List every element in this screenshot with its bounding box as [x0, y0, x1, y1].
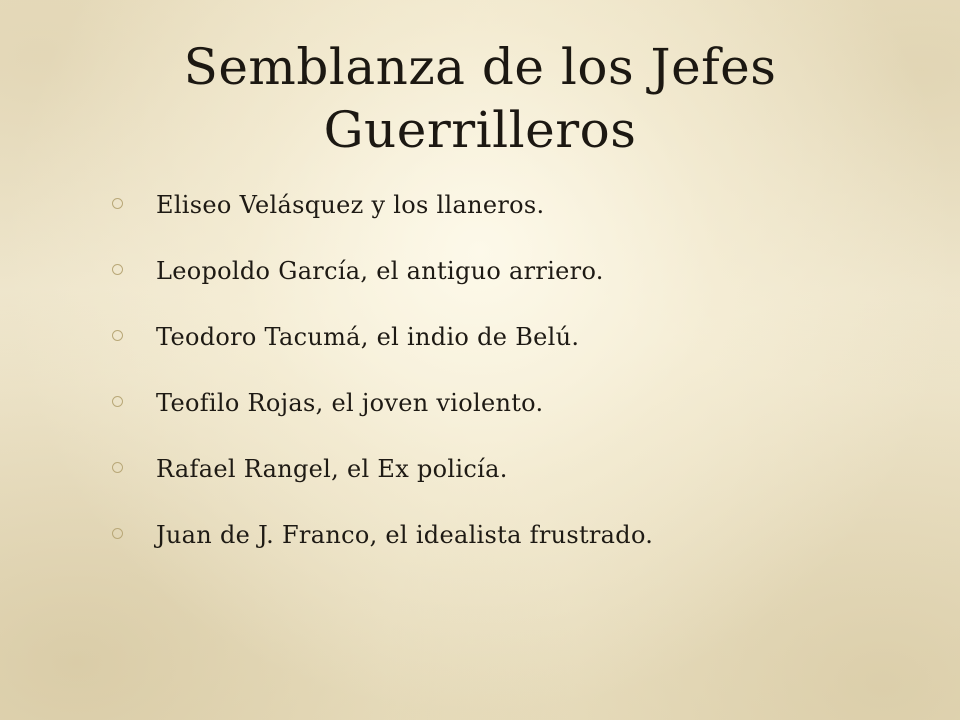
bullet-text: Juan de J. Franco, el idealista frustrado. [156, 521, 654, 549]
bullet-text: Leopoldo García, el antiguo arriero. [156, 257, 604, 285]
bullet-item-5 [112, 450, 892, 516]
bullet-item-3 [112, 318, 892, 384]
hollow-circle-bullet-icon [112, 264, 123, 275]
bullet-item-4 [112, 384, 892, 450]
hollow-circle-bullet-icon [112, 330, 123, 341]
bullet-text: Teofilo Rojas, el joven violento. [156, 389, 544, 417]
slide-title-line-1: Semblanza de los Jefes [183, 38, 777, 96]
bullet-text: Teodoro Tacumá, el indio de Belú. [156, 323, 580, 351]
hollow-circle-bullet-icon [112, 198, 123, 209]
bullet-text: Rafael Rangel, el Ex policía. [156, 455, 508, 483]
hollow-circle-bullet-icon [112, 528, 123, 539]
slide-title-line-2: Guerrilleros [323, 101, 637, 159]
bullet-item-6 [112, 516, 892, 582]
bullet-text: Eliseo Velásquez y los llaneros. [156, 191, 545, 219]
hollow-circle-bullet-icon [112, 396, 123, 407]
slide-title [100, 36, 860, 162]
bullet-item-1 [112, 186, 892, 252]
hollow-circle-bullet-icon [112, 462, 123, 473]
bullet-item-2 [112, 252, 892, 318]
bullet-list [112, 186, 892, 582]
